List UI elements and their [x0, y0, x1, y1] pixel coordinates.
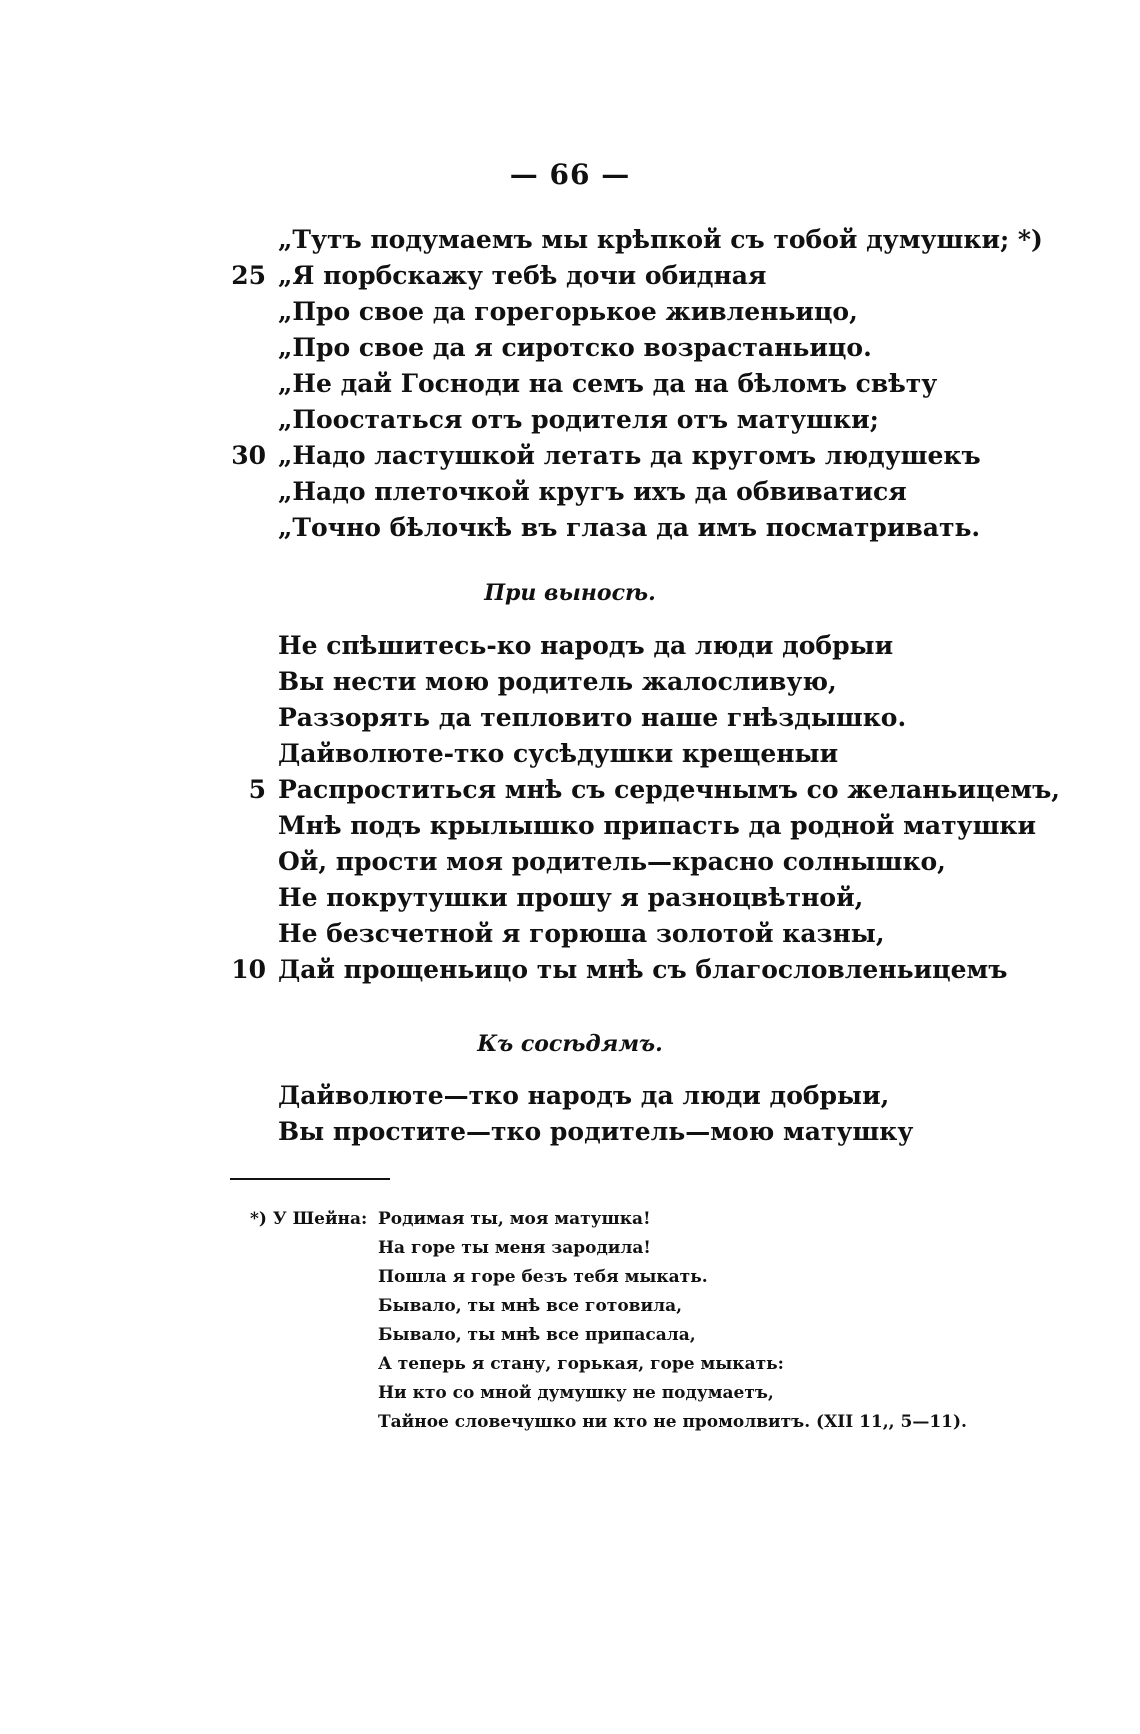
line-text: „Про свое да горегорькое живленьицо,: [278, 297, 858, 326]
line-text: Раззорять да тепловито наше гнѣздышко.: [278, 703, 907, 732]
line-text: „Я порбскажу тебѣ дочи обидная: [278, 261, 767, 290]
poem-section-three: [0, 1078, 1140, 1150]
line-text: „Поостаться отъ родителя отъ матушки;: [278, 405, 879, 434]
poem-line: [0, 916, 1140, 952]
footnote-rule: [230, 1178, 390, 1180]
footnote-line: [0, 1350, 1140, 1379]
poem-line: [0, 844, 1140, 880]
footnote-line: [0, 1408, 1140, 1437]
footnote-text: Бывало, ты мнѣ все готовила,: [378, 1296, 682, 1316]
poem-line: [0, 772, 1140, 808]
page-number: — 66 —: [509, 158, 631, 191]
line-text: Ой, прости моя родитель—красно солнышко,: [278, 847, 946, 876]
footnote-line: [0, 1205, 1140, 1234]
poem-line: [0, 952, 1140, 988]
line-text: Дайволюте-тко сусѣдушки крещеныи: [278, 739, 839, 768]
footnote-text: Бывало, ты мнѣ все припасала,: [378, 1325, 696, 1345]
footnote: [0, 1205, 1140, 1437]
line-text: Мнѣ подъ крылышко припасть да родной матушки: [278, 811, 1037, 840]
footnote-text: Пошла я горе безъ тебя мыкать.: [378, 1267, 708, 1287]
poem-line: [0, 438, 1140, 474]
line-text: „Точно бѣлочкѣ въ глаза да имъ посматривать.: [278, 513, 981, 542]
poem-line: [0, 1078, 1140, 1114]
poem-line: [0, 700, 1140, 736]
line-text: Дайволюте—тко народъ да люди добрыи,: [278, 1081, 890, 1110]
footnote-text: На горе ты меня зародила!: [378, 1238, 651, 1258]
footnote-line: [0, 1379, 1140, 1408]
footnote-line: [0, 1234, 1140, 1263]
footnote-marker: *) У Шейна:: [250, 1209, 368, 1229]
line-number: 5: [248, 775, 266, 804]
poem-line: [0, 664, 1140, 700]
line-number: 25: [231, 261, 266, 290]
line-text: „Надо плеточкой кругъ ихъ да обвиватися: [278, 477, 907, 506]
line-text: „Про свое да я сиротско возрастаньицо.: [278, 333, 872, 362]
line-text: Не покрутушки прошу я разноцвѣтной,: [278, 883, 864, 912]
poem-line: [0, 294, 1140, 330]
poem-line: [0, 330, 1140, 366]
section-heading-carrying-out: При выносѣ.: [484, 580, 656, 606]
line-text: „Не дай Госноди на семъ да на бѣломъ свѣту: [278, 369, 938, 398]
line-number: 30: [231, 441, 266, 470]
poem-line: [0, 366, 1140, 402]
line-text: Распроститься мнѣ съ сердечнымъ со желаньицемъ,: [278, 775, 1060, 804]
line-text: Не безсчетной я горюша золотой казны,: [278, 919, 885, 948]
poem-line: [0, 628, 1140, 664]
line-text: „Надо ластушкой летать да кругомъ людушекъ: [278, 441, 981, 470]
poem-section-one: [0, 222, 1140, 546]
line-text: Не спѣшитесь-ко народъ да люди добрыи: [278, 631, 894, 660]
line-text: Вы нести мою родитель жалосливую,: [278, 667, 837, 696]
poem-line: [0, 880, 1140, 916]
poem-line: [0, 808, 1140, 844]
footnote-text: Тайное словечушко ни кто не промолвитъ. (XII 11,, 5—11).: [378, 1412, 967, 1432]
poem-line: [0, 222, 1140, 258]
section-heading-to-neighbors: Къ сосѣдямъ.: [477, 1031, 663, 1057]
footnote-text: А теперь я стану, горькая, горе мыкать:: [378, 1354, 784, 1374]
poem-section-two: [0, 628, 1140, 988]
line-text: Вы простите—тко родитель—мою матушку: [278, 1117, 914, 1146]
poem-line: [0, 474, 1140, 510]
poem-line: [0, 736, 1140, 772]
line-text: Дай прощеньицо ты мнѣ съ благословленьицемъ: [278, 955, 1008, 984]
line-number: 10: [231, 955, 266, 984]
footnote-text: Родимая ты, моя матушка!: [378, 1209, 651, 1229]
poem-line: [0, 510, 1140, 546]
footnote-line: [0, 1321, 1140, 1350]
poem-line: [0, 1114, 1140, 1150]
footnote-line: [0, 1263, 1140, 1292]
footnote-line: [0, 1292, 1140, 1321]
poem-line: [0, 258, 1140, 294]
line-text: „Тутъ подумаемъ мы крѣпкой съ тобой думушки; *): [278, 225, 1043, 254]
poem-line: [0, 402, 1140, 438]
footnote-text: Ни кто со мной думушку не подумаетъ,: [378, 1383, 774, 1403]
